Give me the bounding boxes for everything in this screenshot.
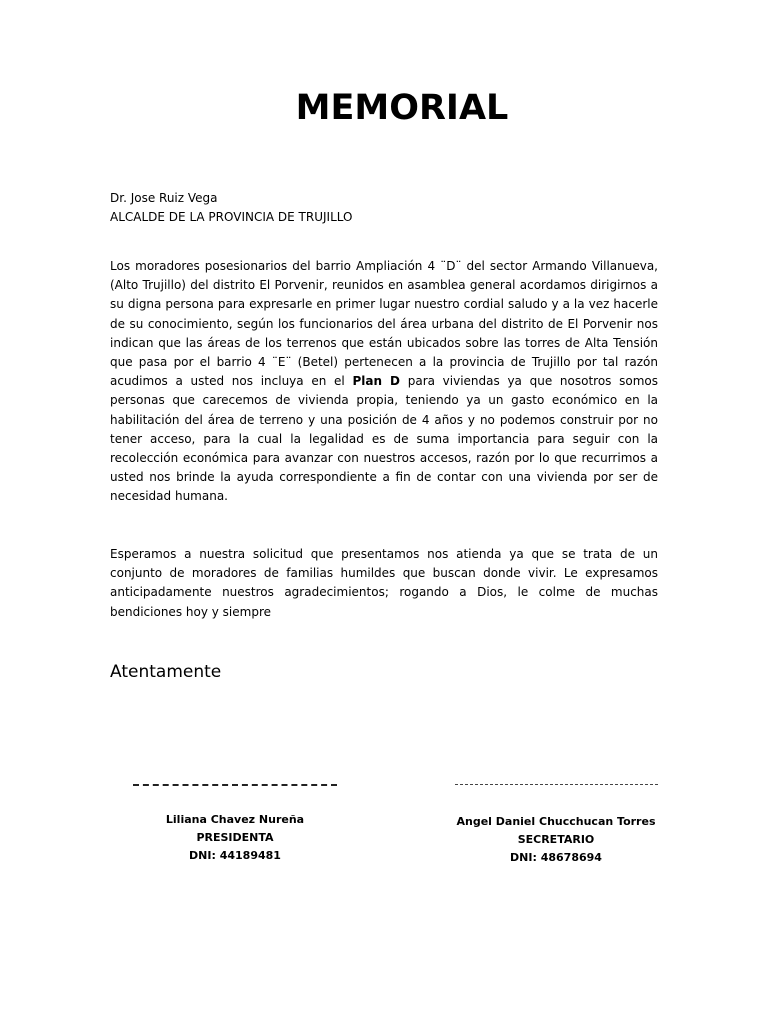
body-paragraph-2: Esperamos a nuestra solicitud que presentamos nos atienda ya que se trata de un conjunto de moradores de familias humildes que buscan donde vivir. Le expresamos anticipadamente nuestros agradecimientos; rogando a Dios, le colme de muchas bendiciones hoy y siempre (110, 547, 658, 619)
paragraph-1-text-start: Los moradores posesionarios del barrio Ampliación 4 ¨D¨ del sector Armando Villanueva, (Alto Trujillo) del distrito El Porvenir, reunidos en asamblea general acordamos dirigirnos a su digna persona para expresarle en primer lugar nuestro cordial saludo y a la vez hacerle de su conocimiento, según los funcionarios del área urbana del distrito de El Porvenir nos indican que las áreas de los terrenos que están ubicados sobre las torres de Alta Tensión que pasa por el barrio 4 ¨E¨ (Betel) pertenecen a la provincia de Trujillo por tal razón acudimos a usted nos incluya en el (110, 259, 658, 389)
signatory-dni: DNI: 48678694 (510, 851, 602, 864)
closing-salutation: Atentamente (110, 662, 222, 682)
signatory-name: Liliana Chavez Nureña (165, 813, 305, 826)
paragraph-1-text-end: para viviendas ya que nosotros somos personas que carecemos de vivienda propia, teniendo ya un gasto económico en la habilitación del área de terreno y una posición de 4 años y no podemos construir por no tener acceso, para la cual la legalidad es de suma importancia para seguir con la recolección económica para avanzar con nuestros accesos, razón por lo que recurrimos a usted nos brinde la ayuda correspondiente a fin de contar con una vivienda por ser de necesidad humana. (110, 374, 658, 504)
signatory-dni: DNI: 44189481 (189, 849, 281, 862)
plan-d-highlight: Plan D (352, 374, 401, 389)
signatory-left (133, 811, 337, 865)
document-title: MEMORIAL (295, 88, 509, 128)
addressee-block (110, 189, 352, 227)
signature-line-left (133, 784, 337, 786)
signatory-role: PRESIDENTA (196, 831, 274, 844)
signatory-role: SECRETARIO (517, 833, 595, 846)
body-paragraph-1 (110, 257, 658, 507)
addressee-position: ALCALDE DE LA PROVINCIA DE TRUJILLO (110, 210, 353, 224)
signatory-name: Angel Daniel Chucchucan Torres (456, 815, 656, 828)
signature-line-right (455, 784, 658, 785)
signatory-right (440, 813, 672, 867)
addressee-name: Dr. Jose Ruiz Vega (110, 191, 218, 205)
